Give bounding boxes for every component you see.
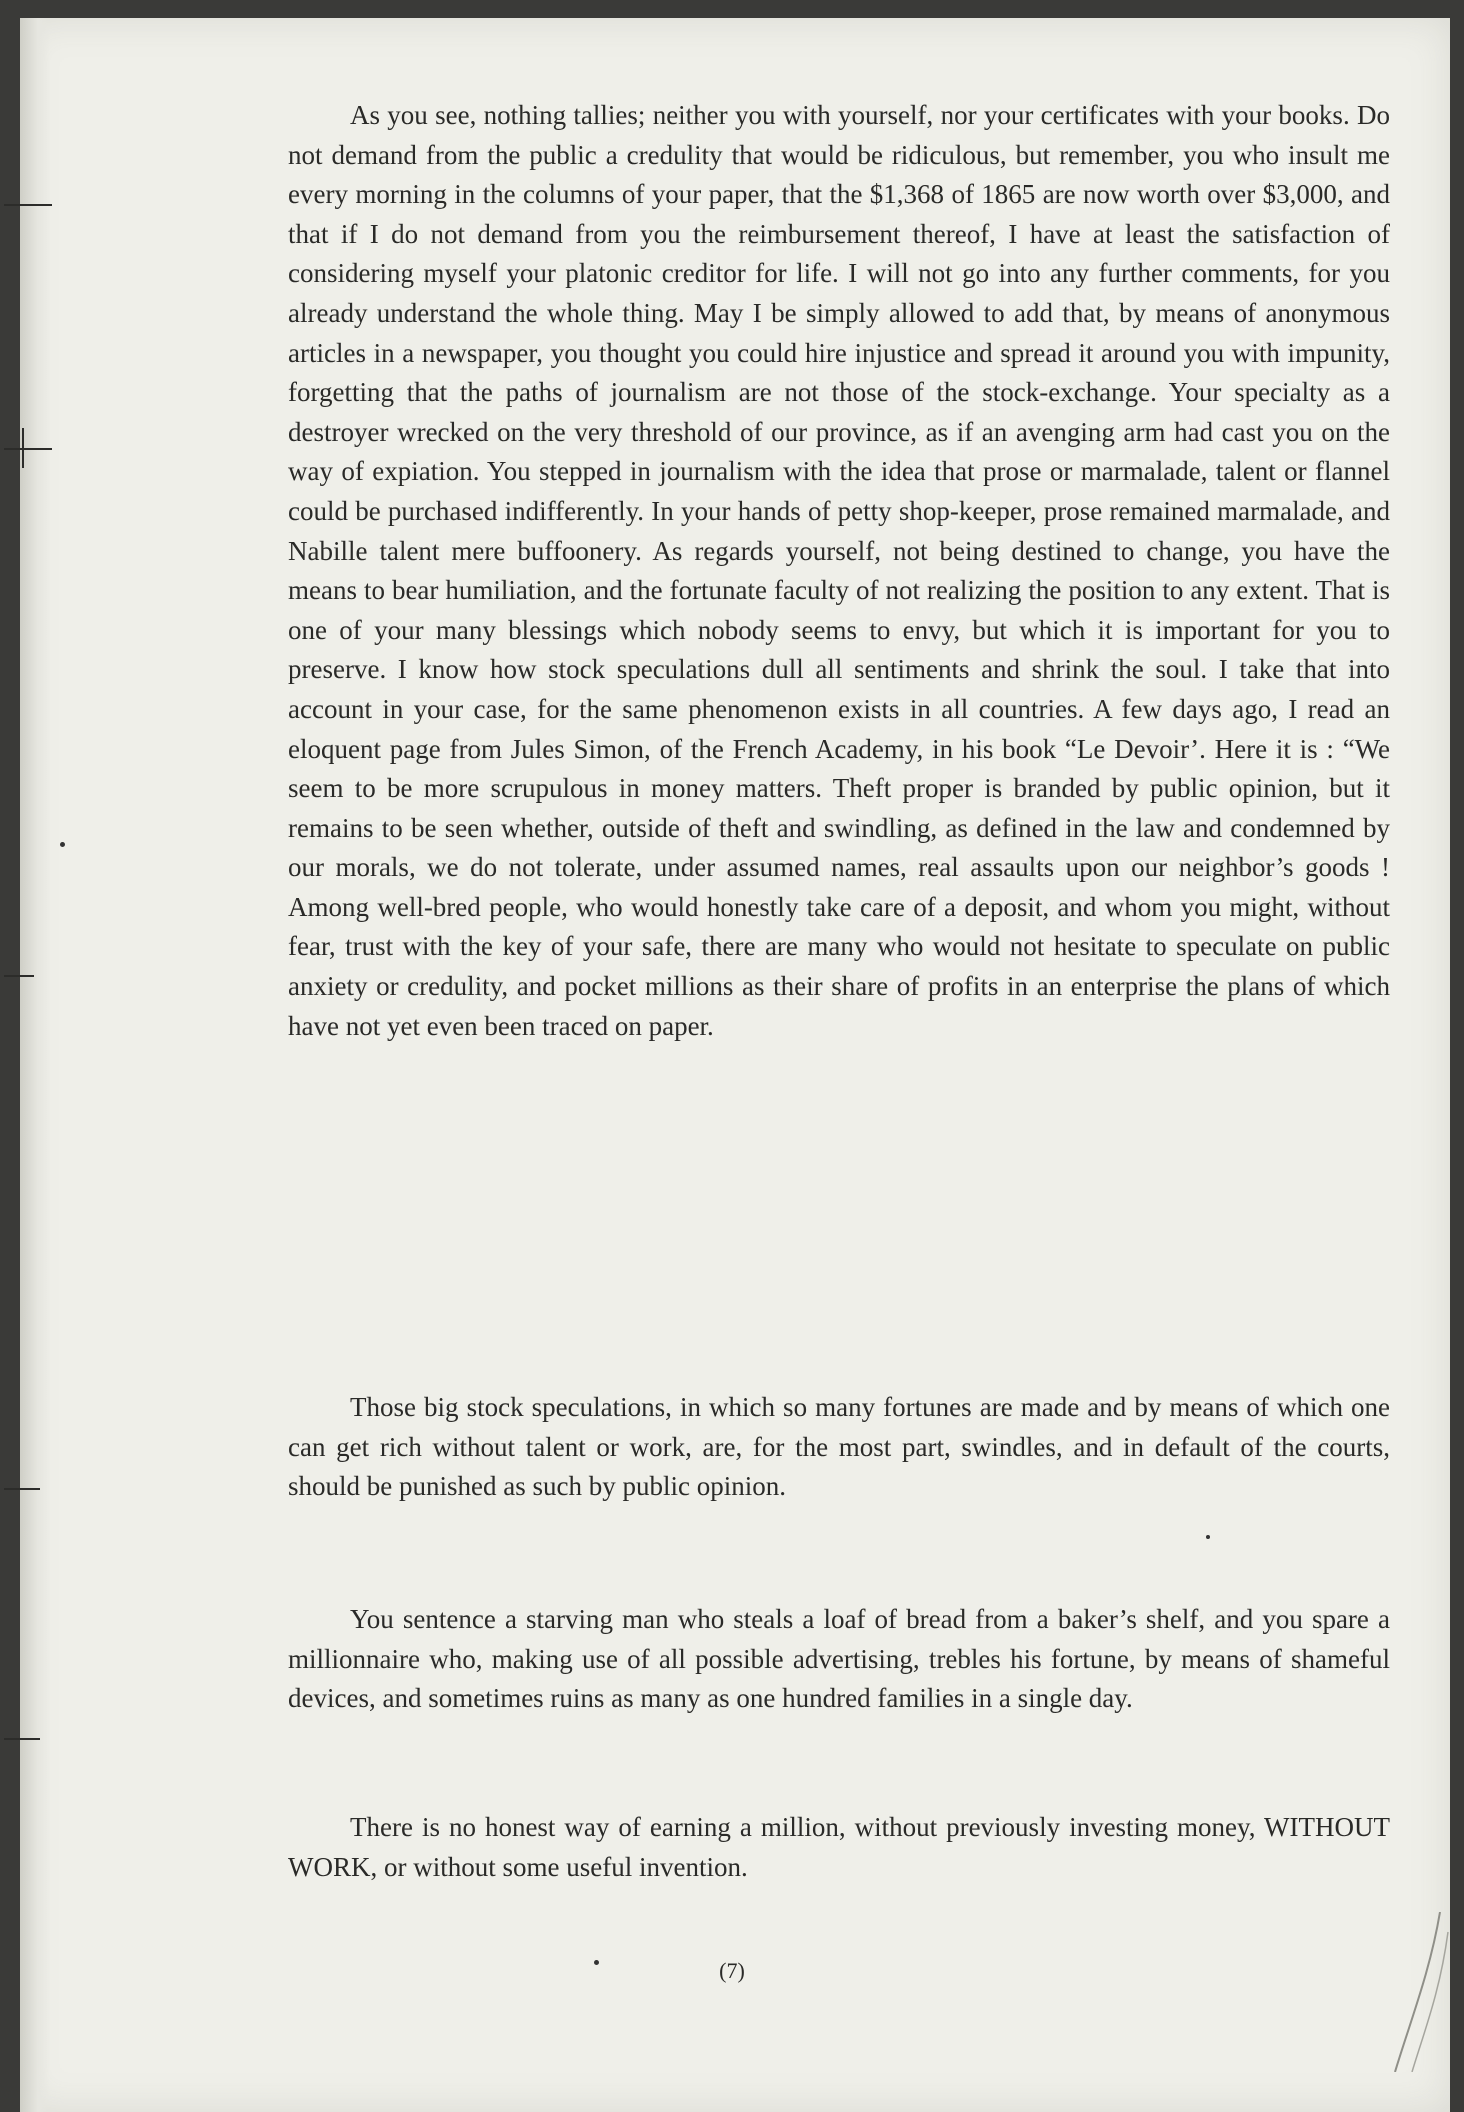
body-paragraph [288, 96, 1390, 1046]
paragraph-text: As you see, nothing tallies; neither you with yourself, nor your certificates with your books. Do not demand from the public a credulity that would be ridiculous, but remember, you who insult me every morning in the columns of your paper, that the $1,368 of 1865 are now worth over $3,000, and that if I do not demand from you the reimbursement thereof, I have at least the satisfaction of considering myself your platonic creditor for life. I will not go into any further comments, for you already understand the whole thing. May I be simply allowed to add that, by means of anonymous articles in a newspaper, you thought you could hire injustice and spread it around you with impunity, forgetting that the paths of journalism are not those of the stock-exchange. Your specialty as a destroyer wrecked on the very threshold of our province, as if an avenging arm had cast you on the way of expiation. You stepped in journalism with the idea that prose or marmalade, talent or flannel could be purchased indifferently. In your hands of petty shop-keeper, prose remained marmalade, and Nabille talent mere buffoonery. As regards yourself, not being destined to change, you have the means to bear humiliation, and the fortunate faculty of not realizing the position to any extent. That is one of your many blessings which nobody seems to envy, but which it is important for you to preserve. I know how stock speculations dull all sentiments and shrink the soul. I take that into account in your case, for the same phenomenon exists in all countries. A few days ago, I read an eloquent page from Jules Simon, of the French Academy, in his book “Le Devoir’. Here it is : “We seem to be more scrupulous in money matters. Theft proper is branded by public opinion, but it remains to be seen whether, outside of theft and swindling, as defined in the law and condemned by our morals, we do not tolerate, under assumed names, real assaults upon our neighbor’s goods ! Among well-bred people, who would honestly take care of a deposit, and whom you might, without fear, trust with the key of your safe, there are many who would not hesitate to speculate on public anxiety or credulity, and pocket millions as their share of profits in an enterprise the plans of which have not yet even been traced on paper. [288, 100, 1390, 1041]
body-paragraph [288, 1388, 1390, 1507]
binding-stitch [4, 975, 34, 977]
binding-stitch [4, 1488, 40, 1490]
paragraph-text: Those big stock speculations, in which so many fortunes are made and by means of which one can get rich without talent or work, are, for the most part, swindles, and in default of the courts, should be punished as such by public opinion. [288, 1392, 1390, 1502]
page-number: (7) [719, 1958, 745, 1983]
paragraph-text: You sentence a starving man who steals a loaf of bread from a baker’s shelf, and you spare a millionnaire who, making use of all possible advertising, trebles his fortune, by means of shameful devices, and sometimes ruins as many as one hundred families in a single day. [288, 1604, 1390, 1714]
paper-speck [1206, 1535, 1210, 1539]
body-paragraph [288, 1808, 1390, 1887]
binding-stitch [4, 448, 52, 450]
binding-stitch [4, 204, 52, 206]
body-paragraph [288, 1600, 1390, 1719]
paper-speck [60, 842, 65, 847]
paragraph-text: There is no honest way of earning a million, without previously investing money, WITHOUT WORK, or without some useful invention. [288, 1812, 1390, 1882]
binding-stitch [4, 1738, 40, 1740]
binding-edge [20, 18, 50, 2112]
page-curl [1390, 1912, 1450, 2072]
binding-stitch [22, 428, 24, 468]
